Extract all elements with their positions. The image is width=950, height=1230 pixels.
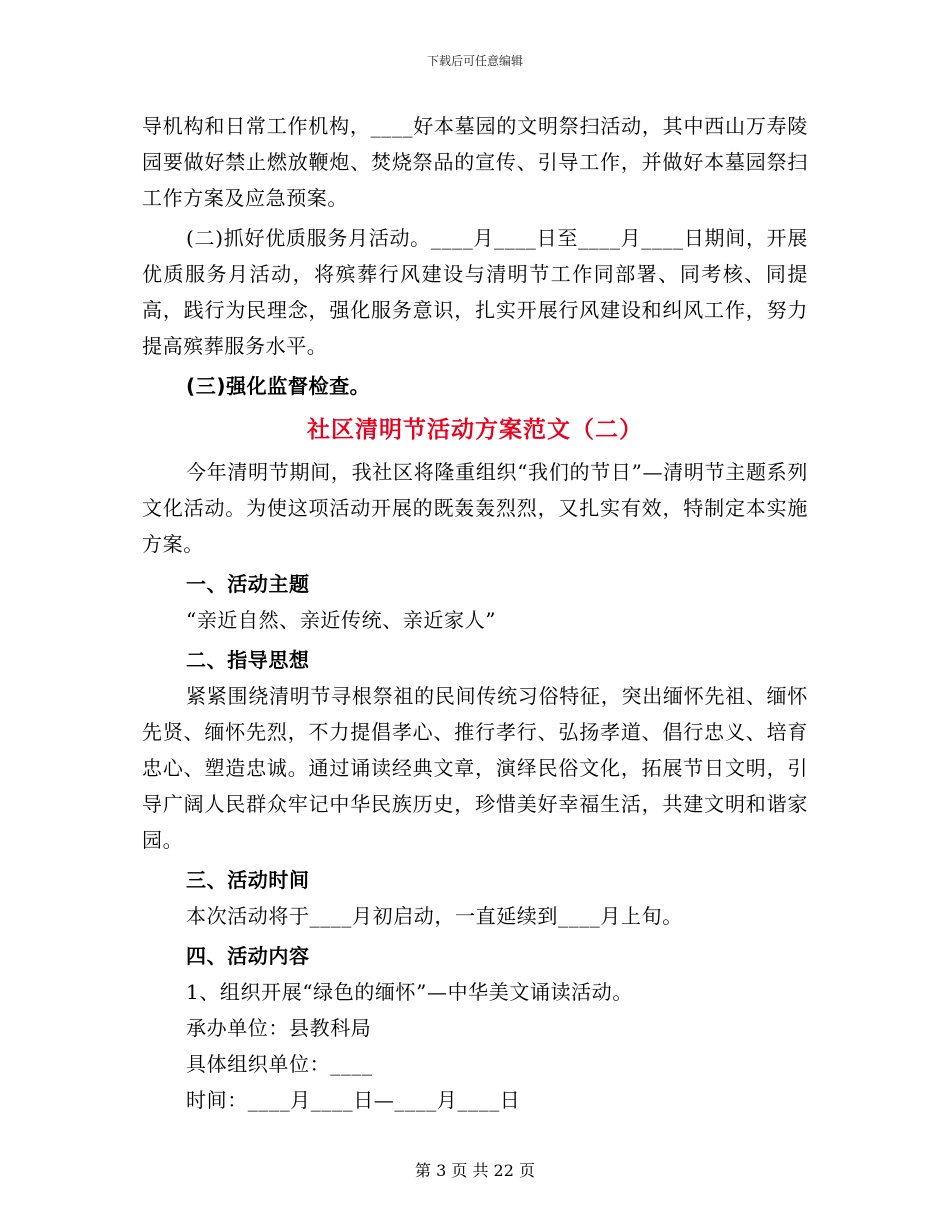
paragraph: 具体组织单位：____ [186,1052,373,1076]
section-heading: 三、活动时间 [186,868,310,892]
page-footer: 第 3 页 共 22 页 [415,1161,535,1180]
paragraph: 导机构和日常工作机构，____好本墓园的文明祭扫活动，其中西山万寿陵园要做好禁止燃放鞭炮、焚烧祭品的宣传、引导工作，并做好本墓园祭扫工作方案及应急预案。 [142,114,808,210]
section-heading: 二、指导思想 [186,648,310,672]
paragraph: (二)抓好优质服务月活动。____月____日至____月____日期间，开展优质服务月活动，将殡葬行风建设与清明节工作同部署、同考核、同提高，践行为民理念，强化服务意识，扎实开展行风建设和纠风工作，努力提高殡葬服务水平。 [142,226,808,358]
document-title: 社区清明节活动方案范文（二） [307,417,643,443]
section-heading: (三)强化监督检查。 [186,374,371,398]
section-heading: 一、活动主题 [186,572,310,596]
document-body [142,108,808,1118]
paragraph: 1、组织开展“绿色的缅怀”—中华美文诵读活动。 [186,980,633,1004]
paragraph: 承办单位：县教科局 [186,1016,372,1040]
paragraph: “亲近自然、亲近传统、亲近家人” [186,608,497,632]
paragraph: 紧紧围绕清明节寻根祭祖的民间传统习俗特征，突出缅怀先祖、缅怀先贤、缅怀先烈，不力提倡孝心、推行孝行、弘扬孝道、倡行忠义、培育忠心、塑造忠诚。通过诵读经典文章，演绎民俗文化，拓展节日文明，引导广阔人民群众牢记中华民族历史，珍惜美好幸福生活，共建文明和谐家园。 [142,684,808,852]
paragraph: 时间：____月____日—____月____日 [186,1088,521,1112]
paragraph: 今年清明节期间，我社区将隆重组织“我们的节日”—清明节主题系列文化活动。为使这项活动开展的既轰轰烈烈，又扎实有效，特制定本实施方案。 [142,460,808,556]
paragraph: 本次活动将于____月初启动，一直延续到____月上旬。 [186,904,683,928]
page-header: 下载后可任意编辑 [426,54,523,68]
section-heading: 四、活动内容 [186,944,310,968]
